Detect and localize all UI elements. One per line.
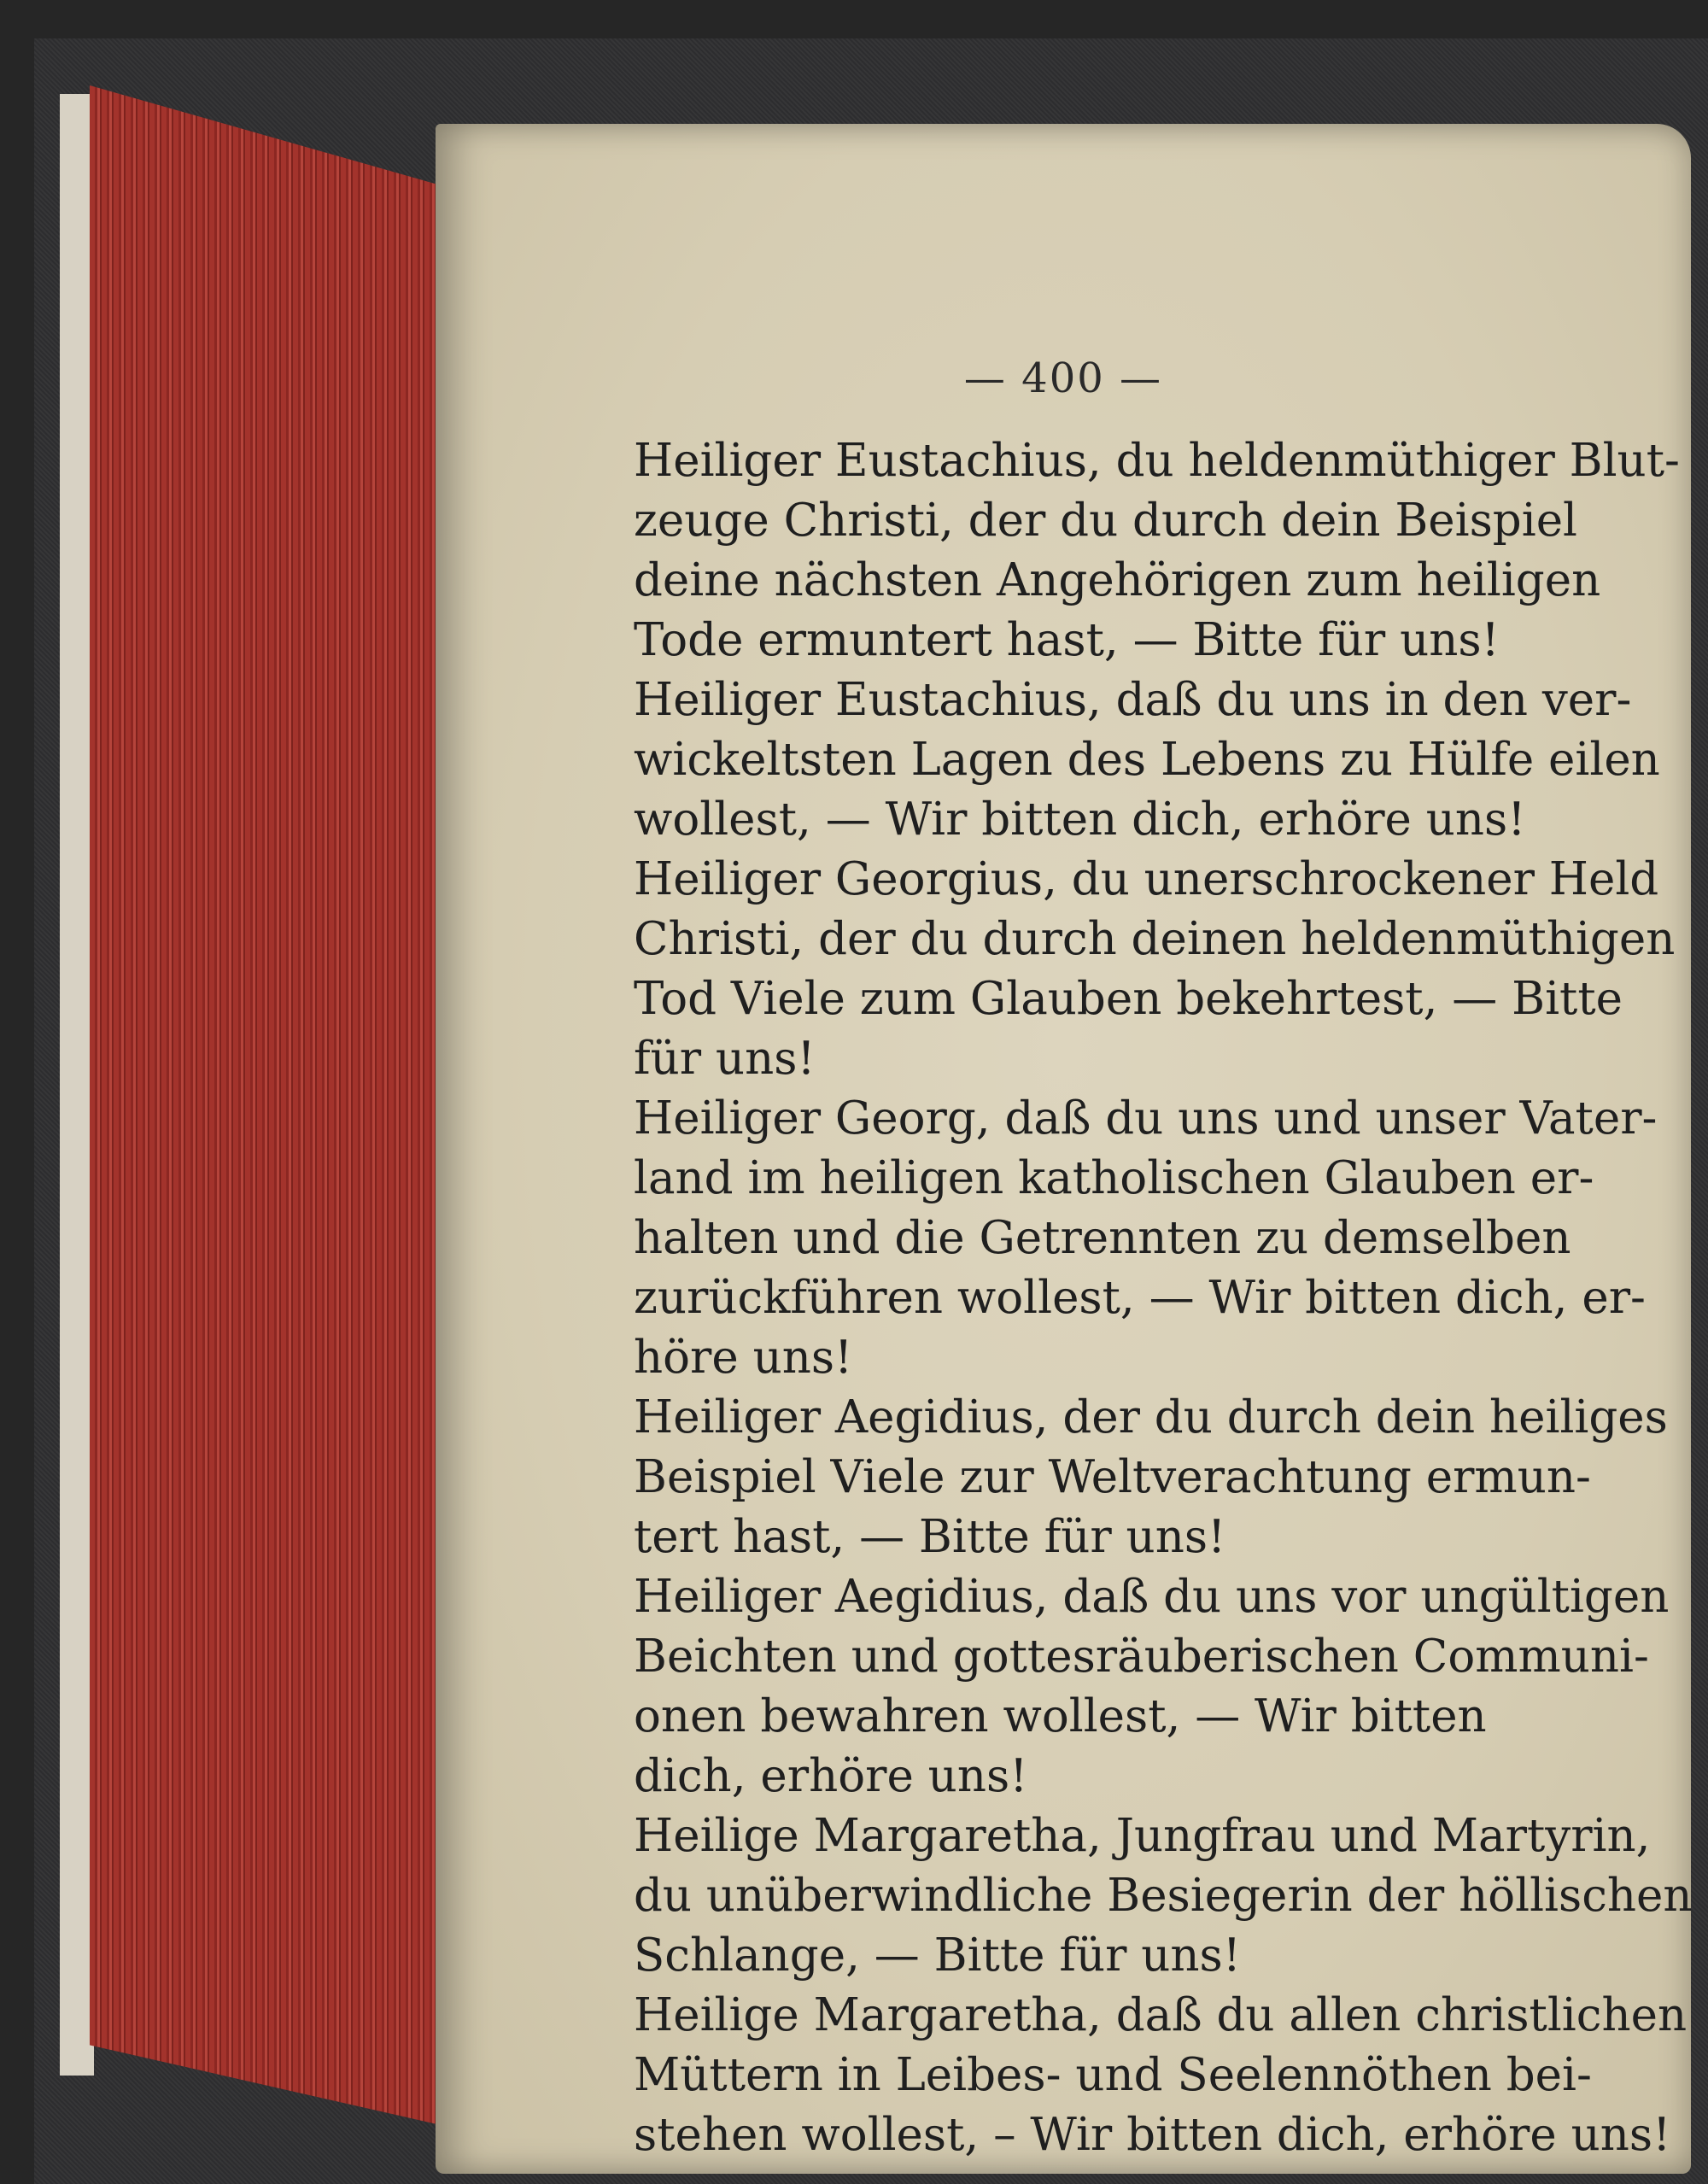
text-line: Tode ermuntert hast, — Bitte für uns!: [634, 614, 1500, 666]
text-line: Heiliger Eustachius, du heldenmüthiger Blut-: [634, 435, 1680, 487]
text-line: für uns!: [634, 1033, 816, 1085]
litany-entry: [634, 850, 1676, 1089]
litany-entry: [634, 431, 1680, 670]
litany-entry: [634, 1089, 1658, 1388]
text-line: halten und die Getrennten zu demselben: [634, 1212, 1571, 1264]
book-page: [436, 124, 1691, 2174]
text-line: dich, erhöre uns!: [634, 1750, 1028, 1802]
text-line: du unüberwindliche Besiegerin der höllischen: [634, 1870, 1693, 1922]
text-line: Heiliger Georg, daß du uns und unser Vater-: [634, 1092, 1658, 1145]
text-line: tert hast, — Bitte für uns!: [634, 1511, 1226, 1563]
text-line: Christi, der du durch deinen heldenmüthigen: [634, 913, 1676, 965]
litany-text: [634, 431, 1693, 2165]
text-line: Beispiel Viele zur Weltverachtung ermun-: [634, 1451, 1591, 1503]
litany-entry: [634, 670, 1660, 850]
text-line: Heiliger Aegidius, der du durch dein heiliges: [634, 1391, 1668, 1443]
text-line: Heiliger Georgius, du unerschrockener Held: [634, 853, 1659, 905]
text-line: wollest, — Wir bitten dich, erhöre uns!: [634, 793, 1526, 846]
page-edges: [90, 85, 448, 2127]
text-line: wickeltsten Lagen des Lebens zu Hülfe eilen: [634, 734, 1660, 786]
text-line: zurückführen wollest, — Wir bitten dich, er-: [634, 1272, 1646, 1324]
text-line: Heilige Margaretha, daß du allen christlichen: [634, 1989, 1688, 2041]
text-line: land im heiligen katholischen Glauben er-: [634, 1152, 1594, 1204]
text-line: Tod Viele zum Glauben bekehrtest, — Bitte: [634, 973, 1623, 1025]
text-line: Heiliger Eustachius, daß du uns in den ver-: [634, 674, 1632, 726]
endpaper: [60, 94, 94, 2076]
text-line: Heiliger Aegidius, daß du uns vor ungültigen: [634, 1571, 1670, 1623]
text-line: deine nächsten Angehörigen zum heiligen: [634, 554, 1601, 606]
text-line: zeuge Christi, der du durch dein Beispiel: [634, 495, 1578, 547]
text-line: Schlange, — Bitte für uns!: [634, 1929, 1242, 1982]
text-line: stehen wollest, – Wir bitten dich, erhöre uns!: [634, 2109, 1671, 2161]
text-line: onen bewahren wollest, — Wir bitten: [634, 1690, 1487, 1742]
text-line: Heilige Margaretha, Jungfrau und Martyrin,: [634, 1810, 1651, 1862]
text-line: Beichten und gottesräuberischen Communi-: [634, 1631, 1649, 1683]
page-number: — 400 —: [963, 354, 1163, 402]
litany-entry: [634, 1388, 1668, 1567]
litany-entry: [634, 1806, 1693, 1986]
text-line: Müttern in Leibes- und Seelennöthen bei-: [634, 2049, 1592, 2101]
litany-entry: [634, 1986, 1688, 2165]
litany-entry: [634, 1567, 1670, 1806]
text-line: höre uns!: [634, 1332, 853, 1384]
